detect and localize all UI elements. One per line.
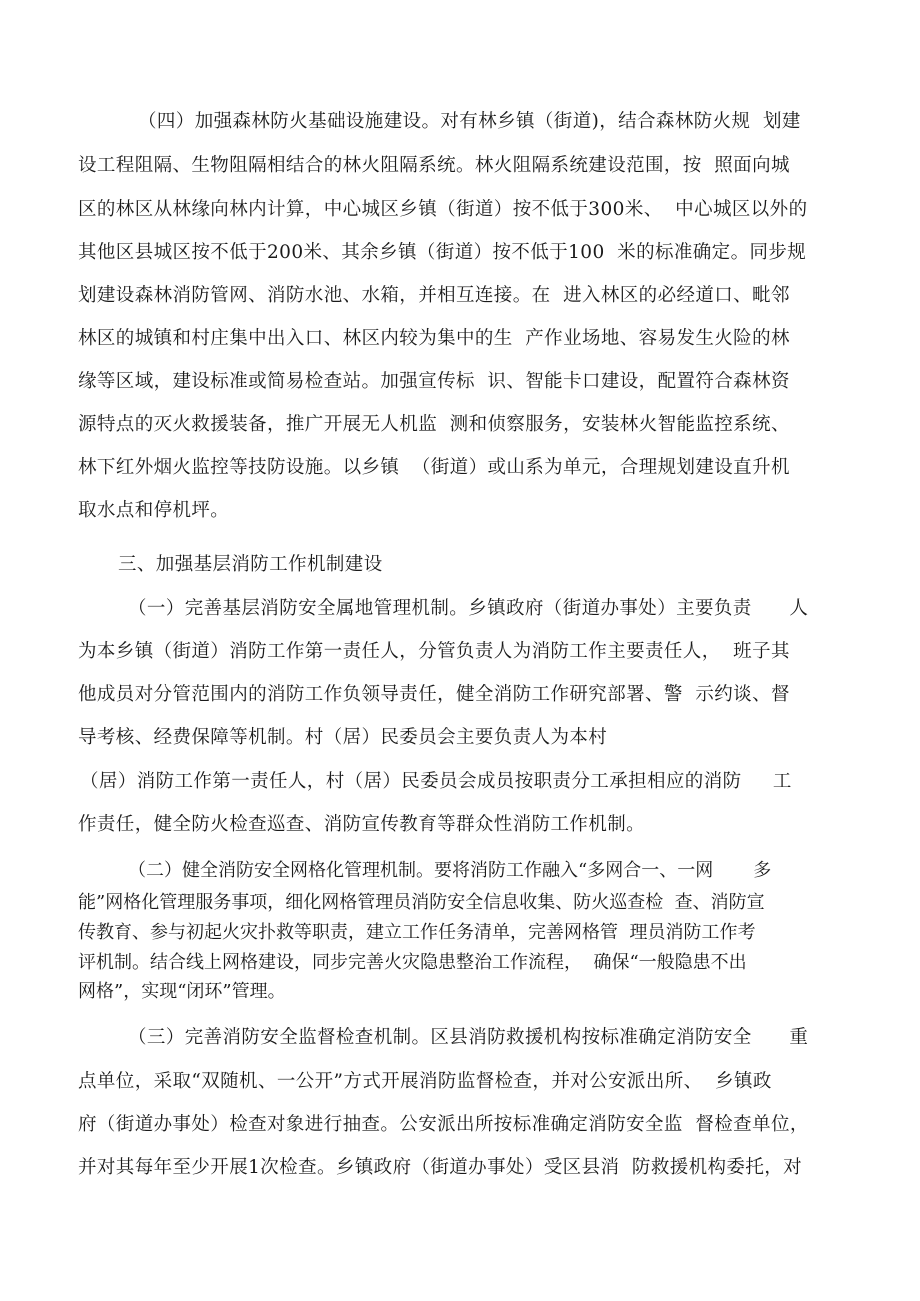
text-line: 划建设森林消防管网、消防水池、水箱，并相互连接。在 进入林区的必经道口、毗邻 (78, 285, 790, 306)
text-line: 设工程阻隔、生物阻隔相结合的林火阻隔系统。林火阻隔系统建设范围，按 照面向城 (78, 155, 790, 176)
text-line: 评机制。结合线上网格建设，同步完善火灾隐患整治工作流程， 确保“一般隐患不出 (78, 952, 747, 973)
text-line: 林下红外烟火监控等技防设施。以乡镇 （街道）或山系为单元，合理规划建设直升机 (78, 457, 790, 478)
text-line: 能”网格化管理服务事项，细化网格管理员消防安全信息收集、防火巡查检 查、消防宣 (78, 892, 765, 913)
text-line: 区的林区从林缘向林内计算，中心城区乡镇（街道）按不低于300米、 中心城区以外的 (78, 199, 808, 220)
text-line: 导考核、经费保障等机制。村（居）民委员会主要负责人为本村 (78, 727, 608, 748)
text-line: 其他区县城区按不低于200米、其余乡镇（街道）按不低于100 米的标准确定。同步规 (78, 242, 807, 263)
text-line: （居）消防工作第一责任人，村（居）民委员会成员按职责分工承担相应的消防 工 (80, 771, 792, 792)
text-line: 点单位，采取“双随机、一公开”方式开展消防监督检查，并对公安派出所、 乡镇政 (78, 1071, 772, 1092)
text-line: 他成员对分管范围内的消防工作负领导责任，健全消防工作研究部署、警 示约谈、督 (78, 684, 790, 705)
text-line: （二）健全消防安全网格化管理机制。要将消防工作融入“多网合一、一网 多 (128, 860, 772, 881)
text-line: （一）完善基层消防安全属地管理机制。乡镇政府（街道办事处）主要负责 人 (128, 598, 809, 619)
text-line: 作责任，健全防火检查巡查、消防宣传教育等群众性消防工作机制。 (78, 814, 646, 835)
text-line: 传教育、参与初起火灾扑救等职责，建立工作任务清单，完善网格管 理员消防工作考 (78, 922, 756, 943)
section-heading: 三、加强基层消防工作机制建设 (118, 554, 383, 575)
text-line: 府（街道办事处）检查对象进行抽查。公安派出所按标准确定消防安全监 督检查单位， (78, 1114, 809, 1135)
text-line: 缘等区域，建设标准或简易检查站。加强宣传标 识、智能卡口建设，配置符合森林资 (78, 371, 790, 392)
text-line: 网格”，实现“闭环”管理。 (78, 981, 286, 1002)
text-line: 林区的城镇和村庄集中出入口、林区内较为集中的生 产作业场地、容易发生火险的林 (78, 328, 790, 349)
text-line: （四）加强森林防火基础设施建设。对有林乡镇（街道)，结合森林防火规 划建 (138, 111, 801, 132)
text-line: 并对其每年至少开展1次检查。乡镇政府（街道办事处）受区县消 防救援机构委托，对 (78, 1157, 803, 1178)
text-line: （三）完善消防安全监督检查机制。区县消防救援机构按标准确定消防安全 重 (128, 1027, 809, 1048)
text-line: 源特点的灭火救援装备，推广开展无人机监 测和侦察服务，安装林火智能监控系统、 (78, 414, 790, 435)
text-line: 取水点和停机坪。 (78, 500, 230, 521)
text-line: 为本乡镇（街道）消防工作第一责任人，分管负责人为消防工作主要责任人， 班子其 (78, 641, 790, 662)
